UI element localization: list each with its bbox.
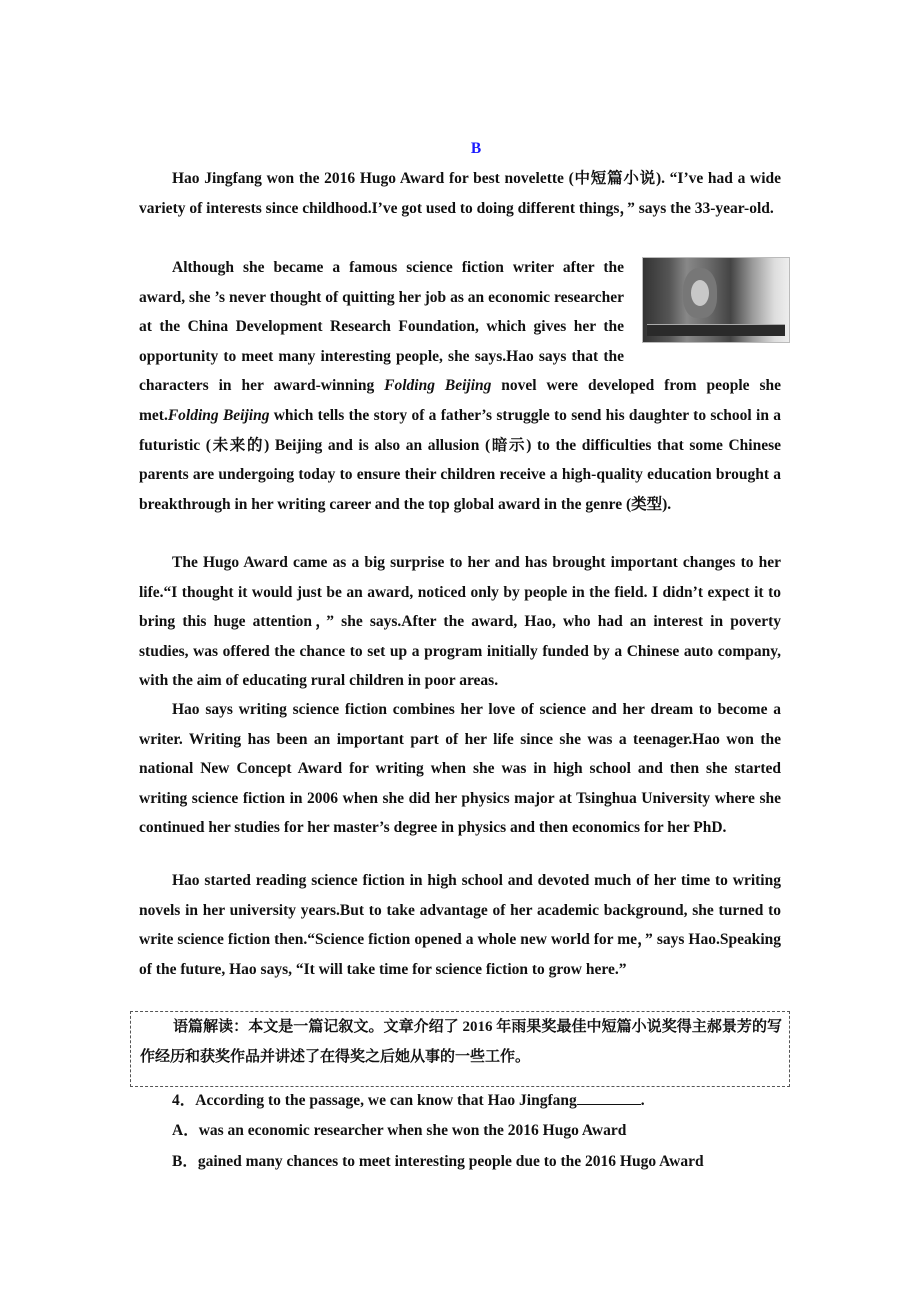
- option-b: B．gained many chances to meet interesting people due to the 2016 Hugo Award: [172, 1153, 704, 1170]
- author-photo: [642, 257, 790, 343]
- section-label: B: [470, 140, 482, 157]
- answer-blank: [577, 1090, 641, 1105]
- analysis-box: 语篇解读：本文是一篇记叙文。文章介绍了 2016 年雨果奖最佳中短篇小说奖得主郝景芳的写作经历和获奖作品并讲述了在得奖之后她从事的一些工作。: [130, 1011, 790, 1087]
- paragraph-2: Although she became a famous science fiction writer after the award, she ’s never thought of quitting her job as an economic researcher at the China Development Research Foundation, which gives her the opportunity to meet many interesting people, she says.Hao says that the characters in her award-winning Folding Beijing novel were developed from people she met.Folding Beijing which tells the story of a father’s struggle to send his daughter to school in a futuristic (未来的) Beijing and is also an allusion (暗示) to the difficulties that some Chinese parents are undergoing today to ensure their children receive a high-quality education brought a breakthrough in her writing career and the top global award in the genre (类型).: [139, 253, 781, 519]
- option-a: A．was an economic researcher when she won the 2016 Hugo Award: [172, 1122, 627, 1139]
- question-stem: 4．According to the passage, we can know that Hao Jingfang .: [172, 1092, 645, 1109]
- paragraph-3: The Hugo Award came as a big surprise to her and has brought important changes to her life.“I thought it would just be an award, noticed only by people in the field. I didn’t expect it to bring this huge attention，” she says.After the award, Hao, who had an interest in poverty studies, was offered the chance to set up a program initially funded by a Chinese auto company, with the aim of educating rural children in poor areas.: [139, 554, 781, 690]
- paragraph-4: Hao says writing science fiction combines her love of science and her dream to become a writer. Writing has been an important part of her life since she was a teenager.Hao won the national New Concept Award for writing when she was in high school and then she started writing science fiction in 2006 when she did her physics major at Tsinghua University where she continued her studies for her master’s degree in physics and then economics for her PhD.: [139, 701, 781, 837]
- paragraph-1: Hao Jingfang won the 2016 Hugo Award for best novelette (中短篇小说). “I’ve had a wide variety of interests since childhood.I’ve got used to doing different things，” says the 33-year-old.: [139, 170, 781, 217]
- paragraph-5: Hao started reading science fiction in high school and devoted much of her time to writing novels in her university years.But to take advantage of her academic background, she turned to write science fiction then.“Science fiction opened a whole new world for me，” says Hao.Speaking of the future, Hao says, “It will take time for science fiction to grow here.”: [139, 872, 781, 978]
